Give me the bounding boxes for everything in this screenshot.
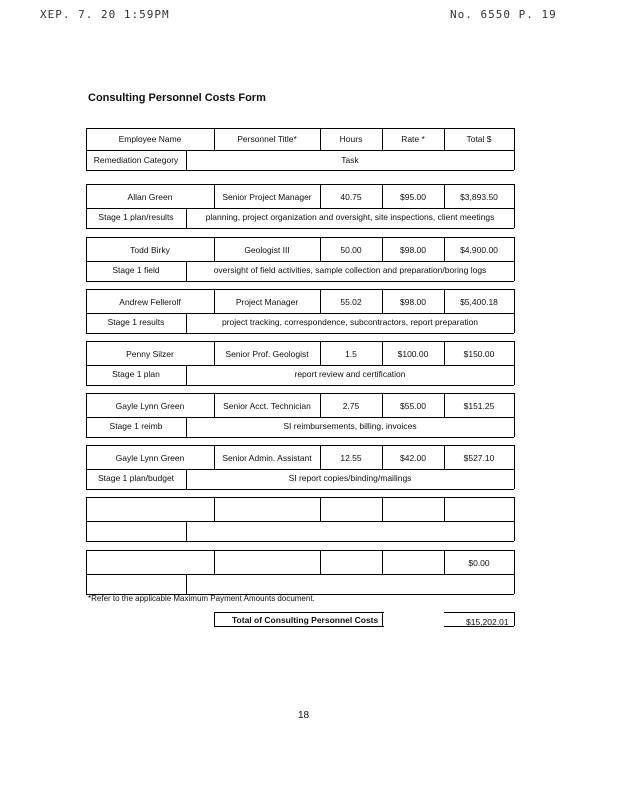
grand-total-value-rule-bottom <box>444 626 514 627</box>
data-row-col-rule <box>214 550 215 574</box>
header-hours: Hours <box>339 134 363 144</box>
data-row-rule-bottom <box>86 333 514 334</box>
data-row-rule-top <box>86 289 514 290</box>
fax-header-right: No. 6550 P. 19 <box>450 8 557 21</box>
data-row-rule-mid <box>86 365 514 366</box>
row-rate: $95.00 <box>400 192 426 202</box>
grand-total-rule-left <box>214 612 215 626</box>
data-row-col-rule <box>382 497 383 521</box>
header-task: Task <box>341 155 359 165</box>
header-row-rule-bottom <box>86 170 514 171</box>
row-total: $3,893.50 <box>460 192 498 202</box>
header-rate: Rate * <box>401 134 425 144</box>
row-category: Stage 1 plan <box>112 369 160 379</box>
data-row-rule-mid <box>86 261 514 262</box>
grand-total-value: $15,202.01 <box>466 617 509 627</box>
data-row-rule-top <box>86 550 514 551</box>
data-row-col-rule <box>514 469 515 489</box>
row-rate: $42.00 <box>400 453 426 463</box>
row-category: Stage 1 plan/results <box>98 212 174 222</box>
row-task: SI reimbursements, billing, invoices <box>283 421 417 431</box>
grand-total-value-rule-top <box>444 612 514 613</box>
row-rate: $55.00 <box>400 401 426 411</box>
row-employee-name: Penny Silzer <box>126 349 174 359</box>
data-row-col-rule <box>514 574 515 594</box>
data-row-col-rule <box>514 521 515 541</box>
row-task: report review and certification <box>294 369 406 379</box>
row-total: $0.00 <box>468 558 490 568</box>
data-row-col-rule <box>86 521 87 541</box>
row-hours: 2.75 <box>342 401 360 411</box>
row-rate: $98.00 <box>400 297 426 307</box>
row-employee-name: Andrew Fellerolf <box>119 297 181 307</box>
data-row-rule-bottom <box>86 541 514 542</box>
header-row-rule-mid <box>86 150 514 151</box>
data-row-rule-bottom <box>86 281 514 282</box>
data-row-rule-mid <box>86 417 514 418</box>
data-row-col-rule <box>514 313 515 333</box>
row-total: $4,900.00 <box>460 245 498 255</box>
row-category: Stage 1 reimb <box>109 421 163 431</box>
data-row-col-rule <box>514 237 515 261</box>
data-row-col-rule <box>86 550 87 574</box>
grand-total-rule-mid <box>382 612 383 626</box>
row-hours: 12.55 <box>340 453 362 463</box>
data-row-rule-mid <box>86 469 514 470</box>
data-row-rule-bottom <box>86 228 514 229</box>
row-personnel-title: Senior Prof. Geologist <box>225 349 309 359</box>
data-row-rule-bottom <box>86 437 514 438</box>
data-row-col-rule <box>382 550 383 574</box>
row-personnel-title: Geologist III <box>244 245 290 255</box>
row-total: $527.10 <box>463 453 495 463</box>
grand-total-rule-bottom <box>214 626 384 627</box>
header-row-col-rule <box>514 128 515 150</box>
row-personnel-title: Project Manager <box>235 297 299 307</box>
row-rate: $100.00 <box>397 349 429 359</box>
row-personnel-title: Senior Project Manager <box>222 192 312 202</box>
row-task: planning, project organization and oversight, site inspections, client meetings <box>205 212 495 222</box>
page-number: 18 <box>298 710 310 721</box>
data-row-col-rule <box>514 208 515 228</box>
row-hours: 55.02 <box>340 297 362 307</box>
grand-total-rule-top <box>214 612 384 613</box>
row-category: Stage 1 results <box>107 317 165 327</box>
data-row-rule-bottom <box>86 385 514 386</box>
row-hours: 40.75 <box>340 192 362 202</box>
data-row-col-rule <box>514 289 515 313</box>
row-total: $5,400.18 <box>460 297 498 307</box>
data-row-rule-top <box>86 445 514 446</box>
header-total: Total $ <box>466 134 492 144</box>
data-row-rule-top <box>86 497 514 498</box>
data-row-col-rule <box>514 497 515 521</box>
row-personnel-title: Senior Acct. Technician <box>223 401 311 411</box>
row-employee-name: Todd Birky <box>130 245 170 255</box>
header-employee: Employee Name <box>118 134 182 144</box>
data-row-rule-top <box>86 393 514 394</box>
footnote: *Refer to the applicable Maximum Payment Amounts document. <box>88 594 315 603</box>
data-row-rule-top <box>86 184 514 185</box>
header-category: Remediation Category <box>93 155 179 165</box>
row-personnel-title: Senior Admin. Assistant <box>222 453 312 463</box>
data-row-col-rule <box>514 341 515 365</box>
data-row-col-rule <box>514 184 515 208</box>
data-row-col-rule <box>444 497 445 521</box>
data-row-rule-mid <box>86 574 514 575</box>
data-row-col-rule <box>320 497 321 521</box>
data-row-col-rule <box>514 550 515 574</box>
row-task: project tracking, correspondence, subcontractors, report preparation <box>221 317 479 327</box>
row-task: SI report copies/binding/mailings <box>288 473 412 483</box>
header-row-col-rule <box>514 150 515 170</box>
row-total: $150.00 <box>463 349 495 359</box>
data-row-rule-mid <box>86 208 514 209</box>
row-category: Stage 1 plan/budget <box>97 473 175 483</box>
grand-total-label: Total of Consulting Personnel Costs <box>232 615 379 625</box>
row-hours: 1.5 <box>345 349 357 359</box>
data-row-rule-bottom <box>86 489 514 490</box>
data-row-rule-mid <box>86 313 514 314</box>
row-employee-name: Gayle Lynn Green <box>115 453 185 463</box>
row-total: $151.25 <box>463 401 495 411</box>
data-row-col-rule <box>514 365 515 385</box>
data-row-col-rule <box>514 261 515 281</box>
grand-total-value-rule-right <box>514 612 515 626</box>
data-row-col-rule <box>514 393 515 417</box>
data-row-rule-top <box>86 341 514 342</box>
header-title: Personnel Title* <box>237 134 297 144</box>
data-row-col-rule <box>86 497 87 521</box>
header-row-rule-top <box>86 128 514 129</box>
data-row-col-rule <box>86 574 87 594</box>
row-category: Stage 1 field <box>112 265 160 275</box>
row-employee-name: Gayle Lynn Green <box>115 401 185 411</box>
data-row-col-rule <box>186 521 187 541</box>
row-employee-name: Allan Green <box>127 192 173 202</box>
row-hours: 50.00 <box>340 245 362 255</box>
data-row-col-rule <box>186 574 187 594</box>
fax-header-left: XEP. 7. 20 1:59PM <box>40 8 170 21</box>
data-row-rule-mid <box>86 521 514 522</box>
data-row-rule-top <box>86 237 514 238</box>
data-row-col-rule <box>514 445 515 469</box>
form-title: Consulting Personnel Costs Form <box>88 92 266 104</box>
data-row-col-rule <box>320 550 321 574</box>
row-task: oversight of field activities, sample collection and preparation/boring logs <box>213 265 487 275</box>
data-row-col-rule <box>514 417 515 437</box>
data-row-col-rule <box>214 497 215 521</box>
row-rate: $98.00 <box>400 245 426 255</box>
